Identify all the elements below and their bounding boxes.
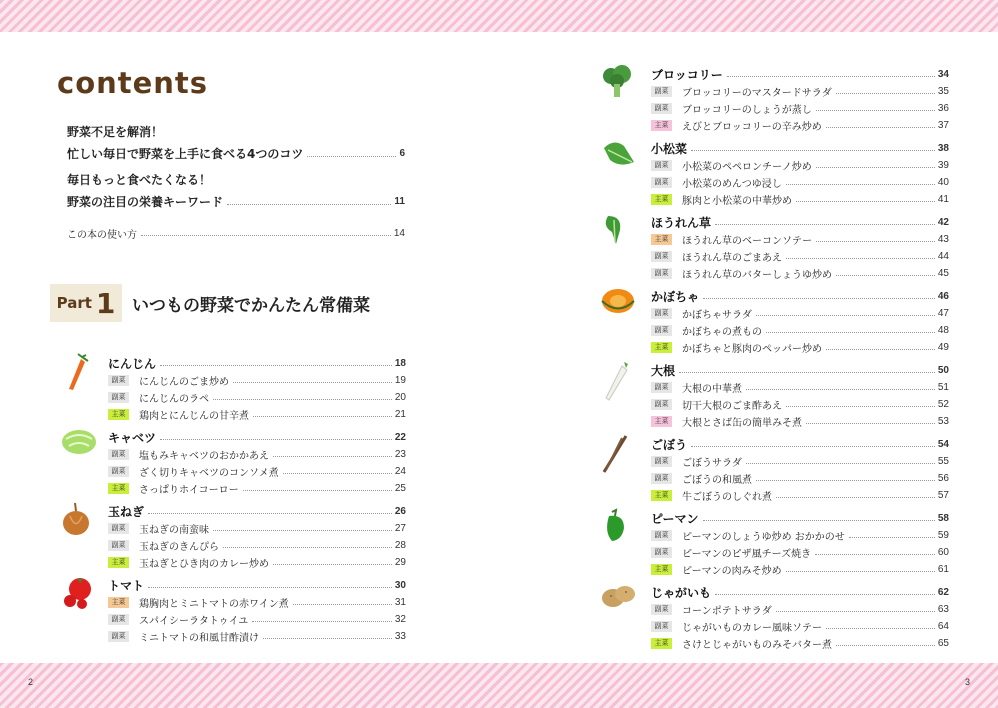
dish-type-badge: 主菜 <box>651 564 672 575</box>
dish-type-badge: 副菜 <box>651 399 672 410</box>
part-title: いつもの野菜でかんたん常備菜 <box>132 296 370 316</box>
dot-leader <box>703 520 935 521</box>
recipe-title: 切干大根のごま酢あえ <box>682 400 782 412</box>
recipe-title: 玉ねぎとひき肉のカレー炒め <box>139 558 269 570</box>
page-number: 52 <box>937 398 949 410</box>
page-number: 55 <box>937 455 949 467</box>
dish-type-badge: 主菜 <box>651 490 672 501</box>
right-page-number: 3 <box>965 677 971 687</box>
recipe-entry[interactable] <box>651 117 949 133</box>
dish-type-badge: 副菜 <box>651 251 672 262</box>
recipe-entry[interactable] <box>651 174 949 190</box>
dot-leader <box>727 76 935 77</box>
recipe-entry[interactable] <box>651 231 949 247</box>
dish-type-badge: 主菜 <box>651 638 672 649</box>
recipe-entry[interactable] <box>108 389 406 405</box>
recipe-entry[interactable] <box>651 83 949 99</box>
intro-line: 毎日もっと食べたくなる！ <box>67 173 212 187</box>
dot-leader <box>746 389 935 390</box>
recipe-entry[interactable] <box>108 372 406 388</box>
recipe-entry[interactable] <box>651 618 949 634</box>
dot-leader <box>796 201 935 202</box>
recipe-title: にんじんのラペ <box>139 393 209 405</box>
spinach-icon <box>600 212 630 252</box>
recipe-entry[interactable] <box>108 406 406 422</box>
recipe-title: 鶏肉とにんじんの甘辛煮 <box>139 410 249 422</box>
page-number: 43 <box>937 233 949 245</box>
green-pepper-icon <box>600 508 630 548</box>
intro-line: 野菜の注目の栄養キーワード <box>67 195 224 209</box>
intro-entry-1[interactable] <box>67 121 405 165</box>
page-number: 39 <box>937 159 949 171</box>
dot-leader <box>836 93 935 94</box>
cabbage-icon <box>60 427 98 461</box>
dot-leader <box>826 127 935 128</box>
page-number: 18 <box>394 357 406 369</box>
potato-icon <box>600 582 636 616</box>
recipe-title: さけとじゃがいものみそバター煮 <box>682 639 832 651</box>
recipe-title: 牛ごぼうのしぐれ煮 <box>682 491 772 503</box>
left-page-number: 2 <box>28 677 34 687</box>
dish-type-badge: 副菜 <box>108 523 129 534</box>
page-number: 29 <box>394 556 406 568</box>
page-number: 34 <box>937 68 949 80</box>
recipe-title: 塩もみキャベツのおかかあえ <box>139 450 269 462</box>
vegetable-name: ほうれん草 <box>651 215 712 230</box>
recipe-entry[interactable] <box>651 339 949 355</box>
recipe-title: 大根とさば缶の簡単みそ煮 <box>682 417 802 429</box>
dot-leader <box>776 497 935 498</box>
dot-leader <box>836 275 935 276</box>
recipe-entry[interactable] <box>651 527 949 543</box>
recipe-entry[interactable] <box>651 487 949 503</box>
dot-leader <box>756 315 935 316</box>
vegetable-name: 玉ねぎ <box>108 504 145 519</box>
dot-leader <box>160 439 392 440</box>
dot-leader <box>703 298 935 299</box>
recipe-entry[interactable] <box>108 463 406 479</box>
page-number: 30 <box>394 579 406 591</box>
dish-type-badge: 副菜 <box>651 103 672 114</box>
dish-type-badge: 副菜 <box>651 456 672 467</box>
dot-leader <box>816 167 935 168</box>
page-number: 50 <box>937 364 949 376</box>
dish-type-badge: 副菜 <box>651 268 672 279</box>
page-number: 36 <box>937 102 949 114</box>
dish-type-badge: 副菜 <box>651 86 672 97</box>
recipe-title: 小松菜のペペロンチーノ炒め <box>682 161 812 173</box>
recipe-title: ごぼうサラダ <box>682 457 742 469</box>
dish-type-badge: 主菜 <box>108 483 129 494</box>
dish-type-badge: 主菜 <box>651 342 672 353</box>
recipe-entry[interactable] <box>651 396 949 412</box>
recipe-title: ピーマンのピザ風チーズ焼き <box>682 548 812 560</box>
page-number: 33 <box>394 630 406 642</box>
recipe-title: 鶏胸肉とミニトマトの赤ワイン煮 <box>139 598 289 610</box>
dot-leader <box>213 530 392 531</box>
dish-type-badge: 副菜 <box>651 160 672 171</box>
page-number: 59 <box>937 529 949 541</box>
dot-leader <box>307 156 396 157</box>
page-number: 37 <box>937 119 949 131</box>
recipe-title: 小松菜のめんつゆ浸し <box>682 178 782 190</box>
recipe-title: えびとブロッコリーの辛み炒め <box>682 121 822 133</box>
vegetable-name: 大根 <box>651 363 676 378</box>
recipe-entry[interactable] <box>651 379 949 395</box>
recipe-title: ピーマンの肉みそ炒め <box>682 565 782 577</box>
recipe-title: かぼちゃと豚肉のペッパー炒め <box>682 343 822 355</box>
page-number: 28 <box>394 539 406 551</box>
recipe-entry[interactable] <box>651 453 949 469</box>
dot-leader <box>836 645 935 646</box>
dot-leader <box>233 382 392 383</box>
dot-leader <box>691 150 935 151</box>
page-number: 42 <box>937 216 949 228</box>
recipe-title: かぼちゃの煮もの <box>682 326 762 338</box>
top-stripe-border <box>0 0 998 32</box>
vegetable-name: トマト <box>108 578 145 593</box>
left-section-1[interactable] <box>108 429 406 445</box>
page-number: 40 <box>937 176 949 188</box>
vegetable-name: ブロッコリー <box>651 67 723 82</box>
pumpkin-icon <box>600 286 636 320</box>
recipe-title: 玉ねぎの南蛮味 <box>139 524 209 536</box>
page-number: 24 <box>394 465 406 477</box>
recipe-entry[interactable] <box>651 601 949 617</box>
page-number: 6 <box>399 148 405 159</box>
page-number: 41 <box>937 193 949 205</box>
left-section-2[interactable] <box>108 503 406 519</box>
dot-leader <box>806 423 935 424</box>
dish-type-badge: 副菜 <box>651 308 672 319</box>
page-number: 14 <box>393 228 405 239</box>
recipe-entry[interactable] <box>651 191 949 207</box>
page-number: 26 <box>394 505 406 517</box>
contents-title: contents <box>57 66 209 100</box>
recipe-title: 玉ねぎのきんぴら <box>139 541 219 553</box>
recipe-entry[interactable] <box>108 611 406 627</box>
dish-type-badge: 副菜 <box>651 547 672 558</box>
dish-type-badge: 副菜 <box>651 604 672 615</box>
dish-type-badge: 副菜 <box>651 473 672 484</box>
recipe-entry[interactable] <box>108 480 406 496</box>
recipe-entry[interactable] <box>651 413 949 429</box>
page-number: 44 <box>937 250 949 262</box>
dot-leader <box>786 571 935 572</box>
page-number: 48 <box>937 324 949 336</box>
recipe-title: じゃがいものカレー風味ソテー <box>682 622 822 634</box>
recipe-entry[interactable] <box>651 265 949 281</box>
recipe-title: コーンポテトサラダ <box>682 605 772 617</box>
dot-leader <box>815 554 935 555</box>
dot-leader <box>252 621 392 622</box>
recipe-title: ほうれん草のバターしょうゆ炒め <box>682 269 832 281</box>
left-section-0[interactable] <box>108 355 406 371</box>
page-number: 65 <box>937 637 949 649</box>
dot-leader <box>776 611 935 612</box>
page-number: 64 <box>937 620 949 632</box>
recipe-entry[interactable] <box>651 305 949 321</box>
recipe-entry[interactable] <box>651 635 949 651</box>
page-number: 56 <box>937 472 949 484</box>
recipe-entry[interactable] <box>108 628 406 644</box>
part-prefix: Part <box>56 294 92 312</box>
tomato-icon <box>60 575 96 615</box>
recipe-title: 豚肉と小松菜の中華炒め <box>682 195 792 207</box>
vegetable-name: キャベツ <box>108 430 157 445</box>
carrot-icon <box>60 353 90 397</box>
page-number: 23 <box>394 448 406 460</box>
dot-leader <box>816 241 935 242</box>
dot-leader <box>223 547 392 548</box>
dot-leader <box>679 372 935 373</box>
dish-type-badge: 主菜 <box>651 194 672 205</box>
dot-leader <box>826 628 935 629</box>
dot-leader <box>141 235 391 236</box>
dish-type-badge: 副菜 <box>108 631 129 642</box>
dish-type-badge: 副菜 <box>651 621 672 632</box>
vegetable-name: じゃがいも <box>651 585 712 600</box>
recipe-entry[interactable] <box>651 100 949 116</box>
dish-type-badge: 主菜 <box>108 409 129 420</box>
right-section-0[interactable] <box>651 66 949 82</box>
page-number: 54 <box>937 438 949 450</box>
page-number: 49 <box>937 341 949 353</box>
recipe-entry[interactable] <box>651 322 949 338</box>
dish-type-badge: 副菜 <box>651 382 672 393</box>
dish-type-badge: 副菜 <box>651 177 672 188</box>
dish-type-badge: 副菜 <box>108 614 129 625</box>
page-number: 25 <box>394 482 406 494</box>
page-number: 45 <box>937 267 949 279</box>
page-number: 21 <box>394 408 406 420</box>
dot-leader <box>243 490 392 491</box>
usage-entry[interactable] <box>67 226 405 241</box>
page-number: 57 <box>937 489 949 501</box>
vegetable-name: にんじん <box>108 356 157 371</box>
recipe-entry[interactable] <box>651 561 949 577</box>
dot-leader <box>715 224 935 225</box>
dish-type-badge: 主菜 <box>108 597 129 608</box>
page-number: 31 <box>394 596 406 608</box>
dot-leader <box>786 258 935 259</box>
recipe-title: ピーマンのしょうゆ炒め おかかのせ <box>682 531 845 543</box>
recipe-title: ほうれん草のベーコンソテー <box>682 235 812 247</box>
dot-leader <box>816 110 935 111</box>
right-section-1[interactable] <box>651 140 949 156</box>
intro-line: 忙しい毎日で野菜を上手に食べる4つのコツ <box>67 147 304 161</box>
recipe-title: ブロッコリーのしょうが蒸し <box>682 104 812 116</box>
onion-icon <box>60 501 94 541</box>
dish-type-badge: 主菜 <box>651 120 672 131</box>
page-number: 11 <box>394 196 405 207</box>
dish-type-badge: 副菜 <box>108 375 129 386</box>
page-number: 38 <box>937 142 949 154</box>
recipe-title: ミニトマトの和風甘酢漬け <box>139 632 259 644</box>
dish-type-badge: 副菜 <box>108 449 129 460</box>
page-number: 51 <box>937 381 949 393</box>
dot-leader <box>826 349 935 350</box>
recipe-title: スパイシーラタトゥイユ <box>139 615 249 627</box>
bottom-stripe-border <box>0 663 998 708</box>
page-number: 35 <box>937 85 949 97</box>
dot-leader <box>715 594 935 595</box>
recipe-title: さっぱりホイコーロー <box>139 484 239 496</box>
right-section-5[interactable] <box>651 436 949 452</box>
recipe-title: かぼちゃサラダ <box>682 309 752 321</box>
page-number: 61 <box>937 563 949 575</box>
page-number: 27 <box>394 522 406 534</box>
dish-type-badge: 副菜 <box>108 392 129 403</box>
vegetable-name: ごぼう <box>651 437 688 452</box>
dish-type-badge: 副菜 <box>651 325 672 336</box>
page-number: 47 <box>937 307 949 319</box>
page-number: 63 <box>937 603 949 615</box>
dot-leader <box>766 332 935 333</box>
broccoli-icon <box>600 64 634 104</box>
part-label-box <box>50 284 122 322</box>
recipe-title: にんじんのごま炒め <box>139 376 229 388</box>
recipe-entry[interactable] <box>651 157 949 173</box>
dot-leader <box>227 204 391 205</box>
recipe-entry[interactable] <box>108 594 406 610</box>
recipe-entry[interactable] <box>651 544 949 560</box>
page-number: 32 <box>394 613 406 625</box>
dot-leader <box>148 513 392 514</box>
vegetable-name: かぼちゃ <box>651 289 700 304</box>
recipe-title: ほうれん草のごまあえ <box>682 252 782 264</box>
part-number: 1 <box>95 286 116 320</box>
recipe-entry[interactable] <box>651 470 949 486</box>
dish-type-badge: 副菜 <box>651 530 672 541</box>
komatsuna-icon <box>600 138 640 174</box>
dot-leader <box>283 473 392 474</box>
page-number: 53 <box>937 415 949 427</box>
page-number: 46 <box>937 290 949 302</box>
dot-leader <box>160 365 392 366</box>
dot-leader <box>786 184 935 185</box>
dot-leader <box>148 587 392 588</box>
recipe-entry[interactable] <box>651 248 949 264</box>
dot-leader <box>213 399 392 400</box>
dot-leader <box>273 564 392 565</box>
dish-type-badge: 主菜 <box>108 557 129 568</box>
recipe-title: ブロッコリーのマスタードサラダ <box>682 87 832 99</box>
dot-leader <box>273 456 392 457</box>
dot-leader <box>293 604 392 605</box>
intro-entry-2[interactable] <box>67 169 405 213</box>
recipe-title: ごぼうの和風煮 <box>682 474 752 486</box>
burdock-icon <box>600 434 630 478</box>
page-number: 20 <box>394 391 406 403</box>
recipe-title: ざく切りキャベツのコンソメ煮 <box>139 467 279 479</box>
recipe-entry[interactable] <box>108 537 406 553</box>
dot-leader <box>756 480 935 481</box>
page-number: 60 <box>937 546 949 558</box>
recipe-entry[interactable] <box>108 554 406 570</box>
dot-leader <box>691 446 935 447</box>
dish-type-badge: 主菜 <box>651 234 672 245</box>
right-section-7[interactable] <box>651 584 949 600</box>
left-section-3[interactable] <box>108 577 406 593</box>
dish-type-badge: 副菜 <box>108 540 129 551</box>
dot-leader <box>263 638 392 639</box>
intro-line: 野菜不足を解消！ <box>67 125 164 139</box>
page-number: 19 <box>394 374 406 386</box>
page-number: 22 <box>394 431 406 443</box>
page-number: 62 <box>937 586 949 598</box>
right-section-2[interactable] <box>651 214 949 230</box>
usage-label: この本の使い方 <box>67 230 137 241</box>
right-section-4[interactable] <box>651 362 949 378</box>
dot-leader <box>786 406 935 407</box>
recipe-title: 大根の中華煮 <box>682 383 742 395</box>
dot-leader <box>746 463 935 464</box>
recipe-entry[interactable] <box>108 520 406 536</box>
dot-leader <box>253 416 392 417</box>
vegetable-name: ピーマン <box>651 511 699 526</box>
dish-type-badge: 副菜 <box>108 466 129 477</box>
right-section-6[interactable] <box>651 510 949 526</box>
dish-type-badge: 主菜 <box>651 416 672 427</box>
recipe-entry[interactable] <box>108 446 406 462</box>
vegetable-name: 小松菜 <box>651 141 688 156</box>
page-number: 58 <box>937 512 949 524</box>
right-section-3[interactable] <box>651 288 949 304</box>
daikon-icon <box>600 360 630 406</box>
dot-leader <box>849 537 935 538</box>
